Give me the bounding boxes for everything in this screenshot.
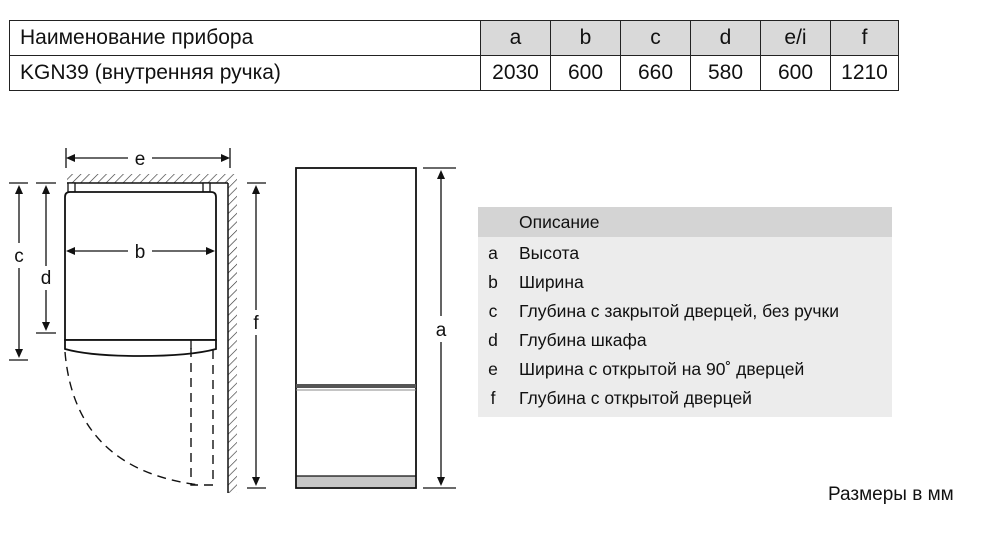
label-a: a	[435, 320, 447, 341]
dimension-e	[66, 148, 230, 170]
legend-desc: Глубина с открытой дверцей	[519, 388, 752, 408]
legend-key: a	[488, 243, 498, 263]
door-swing-arc	[65, 352, 200, 485]
legend-desc: Глубина с закрытой дверцей, без ручки	[519, 301, 839, 321]
label-d: d	[40, 268, 52, 289]
front-appliance-outline	[296, 168, 416, 488]
legend-item	[478, 268, 892, 297]
legend-item	[478, 297, 892, 326]
cell-f: 1210	[831, 56, 899, 91]
legend-item	[478, 384, 892, 413]
label-e: e	[134, 149, 146, 170]
front-door-divider	[296, 384, 416, 388]
header-cell-b: b	[551, 21, 621, 56]
front-view	[296, 168, 416, 488]
cell-c: 660	[621, 56, 691, 91]
cell-b: 600	[551, 56, 621, 91]
appliance-body	[65, 192, 216, 340]
side-wall-hatch	[228, 183, 237, 493]
dimension-d	[36, 183, 56, 333]
legend-key: c	[488, 301, 498, 321]
dimension-f	[247, 183, 266, 488]
label-b: b	[134, 242, 146, 263]
cell-d: 580	[691, 56, 761, 91]
header-cell-d: d	[691, 21, 761, 56]
header-cell-c: c	[621, 21, 691, 56]
spacer-right	[203, 183, 210, 192]
legend-item	[478, 355, 892, 384]
open-door-outline	[191, 348, 213, 485]
dimension-a	[423, 168, 456, 488]
legend-desc: Высота	[519, 243, 580, 263]
closed-door	[65, 340, 216, 356]
label-c: c	[14, 246, 24, 267]
legend-desc: Ширина	[519, 272, 584, 292]
header-cell-name: Наименование прибора	[10, 21, 481, 56]
cell-a: 2030	[481, 56, 551, 91]
cell-ei: 600	[761, 56, 831, 91]
label-f: f	[253, 313, 259, 334]
header-cell-a: a	[481, 21, 551, 56]
header-cell-ei: e/i	[761, 21, 831, 56]
legend-rows	[478, 237, 892, 417]
legend-table	[478, 207, 892, 417]
legend-key: e	[488, 359, 498, 379]
legend-item	[478, 326, 892, 355]
legend-desc: Глубина шкафа	[519, 330, 647, 350]
dimension-c	[9, 183, 28, 360]
units-note: Размеры в мм	[828, 484, 954, 505]
legend-key: d	[488, 330, 498, 350]
top-view	[65, 174, 237, 493]
legend-item	[478, 239, 892, 268]
legend-key: f	[490, 388, 496, 408]
legend-key: b	[488, 272, 498, 292]
top-wall-hatch	[67, 174, 237, 183]
legend-desc: Ширина с открытой на 90˚ дверцей	[519, 359, 805, 379]
front-plinth	[297, 476, 415, 487]
cell-model: KGN39 (внутренняя ручка)	[10, 56, 481, 91]
spacer-left	[68, 183, 75, 192]
legend-title: Описание	[478, 207, 892, 237]
header-cell-f: f	[831, 21, 899, 56]
